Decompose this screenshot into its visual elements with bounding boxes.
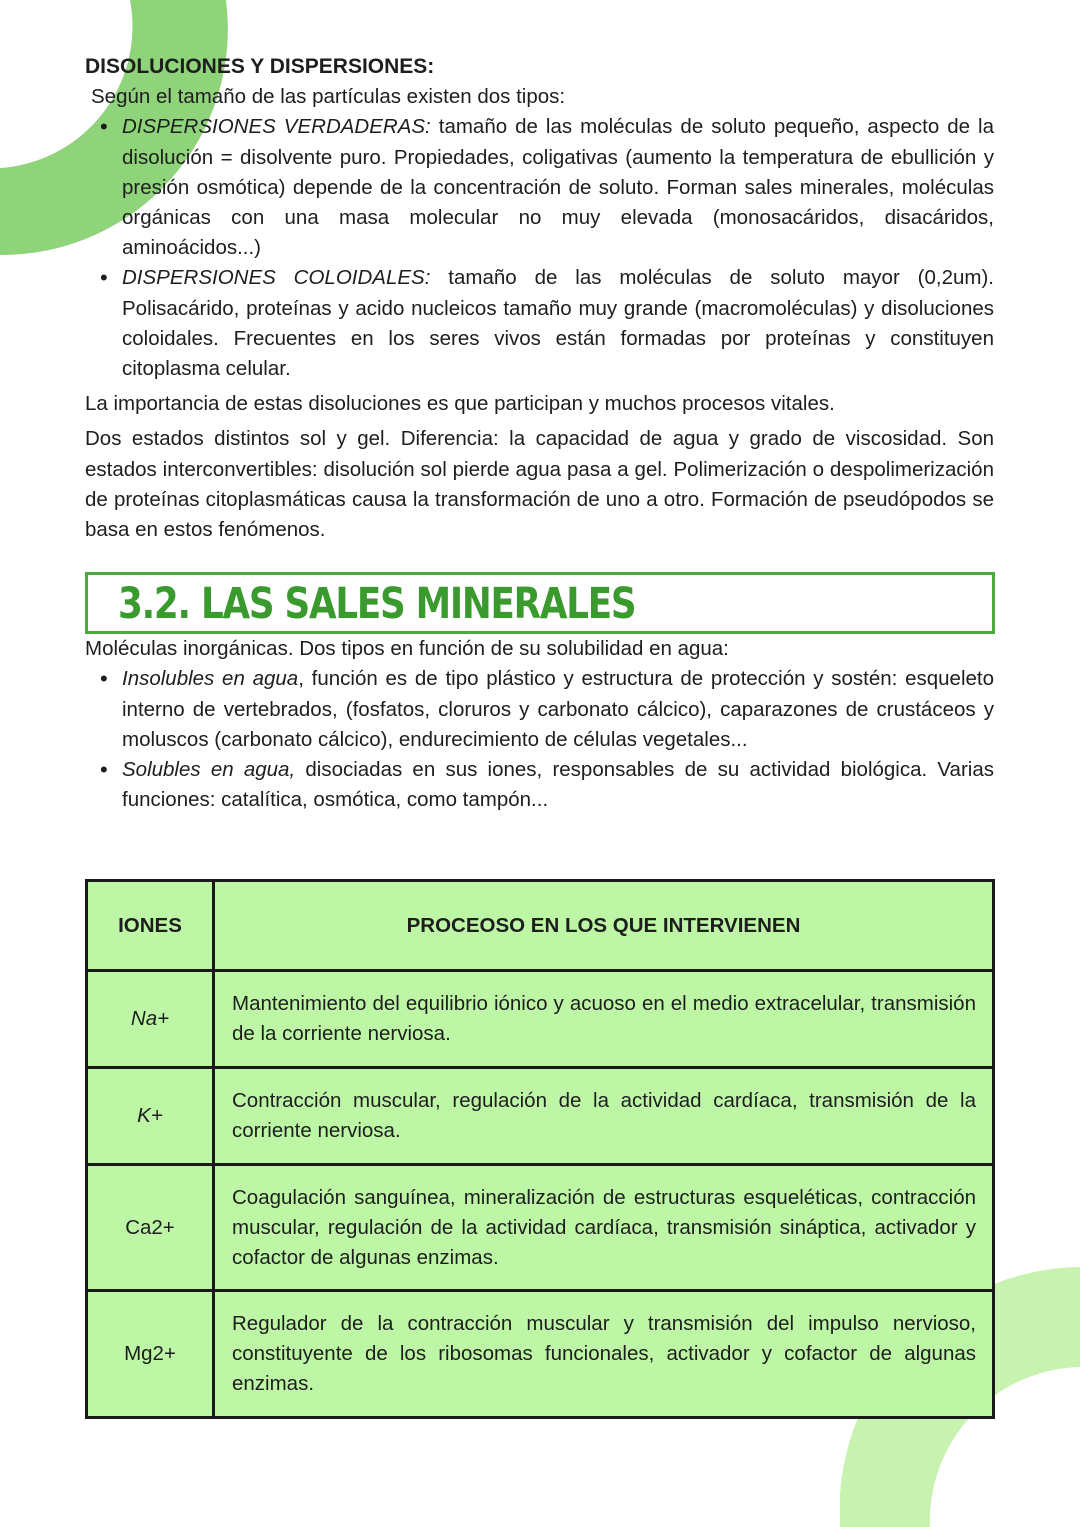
table-header-row <box>87 881 994 971</box>
section2-intro: Moléculas inorgánicas. Dos tipos en función de su solubilidad en agua: <box>85 637 729 661</box>
list-item-term: DISPERSIONES VERDADERAS: <box>122 115 431 139</box>
section1-intro: Según el tamaño de las partículas existen dos tipos: <box>91 85 566 109</box>
list-item-text: tamaño de las moléculas de soluto mayor (0,2um). Polisacárido, proteínas y acido nucleicos tamaño muy grande (macromoléculas) y disoluciones coloidales. Frecuentes en los seres vivos están formadas por proteínas y constituyen citoplasma celular. <box>122 266 995 381</box>
ion-cell: Mg2+ <box>87 1291 214 1418</box>
table-row <box>87 1165 994 1291</box>
section1-title: DISOLUCIONES Y DISPERSIONES: <box>85 55 435 78</box>
list-item <box>122 112 994 263</box>
process-cell: Mantenimiento del equilibrio iónico y acuoso en el medio extracelular, transmisión de la corriente nerviosa. <box>214 971 994 1068</box>
ion-cell: Ca2+ <box>87 1165 214 1291</box>
ion-cell: Na+ <box>87 971 214 1068</box>
dispersions-list <box>85 112 994 384</box>
list-item <box>122 755 994 815</box>
list-item <box>122 263 994 384</box>
list-item-term: Insolubles en agua <box>122 667 299 691</box>
states-paragraph: Dos estados distintos sol y gel. Diferencia: la capacidad de agua y grado de viscosidad. Son estados interconvertibles: disolución sol pierde agua pasa a gel. Polimerización o despolimerización de proteínas citoplasmáticas causa la transformación de uno a otro. Formación de pseudópodos se basa en estos fenómenos. <box>85 427 994 542</box>
importance-paragraph: La importancia de estas disoluciones es que participan y muchos procesos vitales. <box>85 392 835 416</box>
section-heading-box <box>85 572 995 634</box>
list-item <box>122 664 994 755</box>
process-cell: Coagulación sanguínea, mineralización de estructuras esqueléticas, contracción muscular, regulación de la actividad cardíaca, transmisión sináptica, activador y cofactor de algunas enzimas. <box>214 1165 994 1291</box>
table-row <box>87 1068 994 1165</box>
list-item-text: , función es de tipo plástico y estructura de protección y sostén: esqueleto interno de vertebrados, (fosfatos, cloruros y carbonato cálcico), caparazones de crustáceos y moluscos (carbonato cálcico), endurecimiento de células vegetales... <box>122 667 995 751</box>
ion-cell: K+ <box>87 1068 214 1165</box>
ions-table <box>85 879 995 1419</box>
list-item-term: Solubles en agua, <box>122 758 296 782</box>
page-content <box>85 52 994 815</box>
process-cell: Contracción muscular, regulación de la actividad cardíaca, transmisión de la corriente nerviosa. <box>214 1068 994 1165</box>
header-ions: IONES <box>87 881 214 971</box>
list-item-term: DISPERSIONES COLOIDALES: <box>122 266 431 290</box>
table-row <box>87 1291 994 1418</box>
list-item-text: tamaño de las moléculas de soluto pequeño, aspecto de la disolución = disolvente puro. Propiedades, coligativas (aumento la temperatura de ebullición y presión osmótica) depende de la concentración de soluto. Forman sales minerales, moléculas orgánicas con una masa molecular no muy elevada (monosacáridos, disacáridos, aminoácidos...) <box>122 115 994 260</box>
salts-list <box>85 664 994 815</box>
table-row <box>87 971 994 1068</box>
process-cell: Regulador de la contracción muscular y transmisión del impulso nervioso, constituyente de los ribosomas funcionales, activador y cofactor de algunas enzimas. <box>214 1291 994 1418</box>
section-heading: 3.2. LAS SALES MINERALES <box>118 579 636 630</box>
header-processes: PROCEOSO EN LOS QUE INTERVIENEN <box>214 881 994 971</box>
list-item-text: disociadas en sus iones, responsables de su actividad biológica. Varias funciones: catalítica, osmótica, como tampón... <box>122 758 994 812</box>
